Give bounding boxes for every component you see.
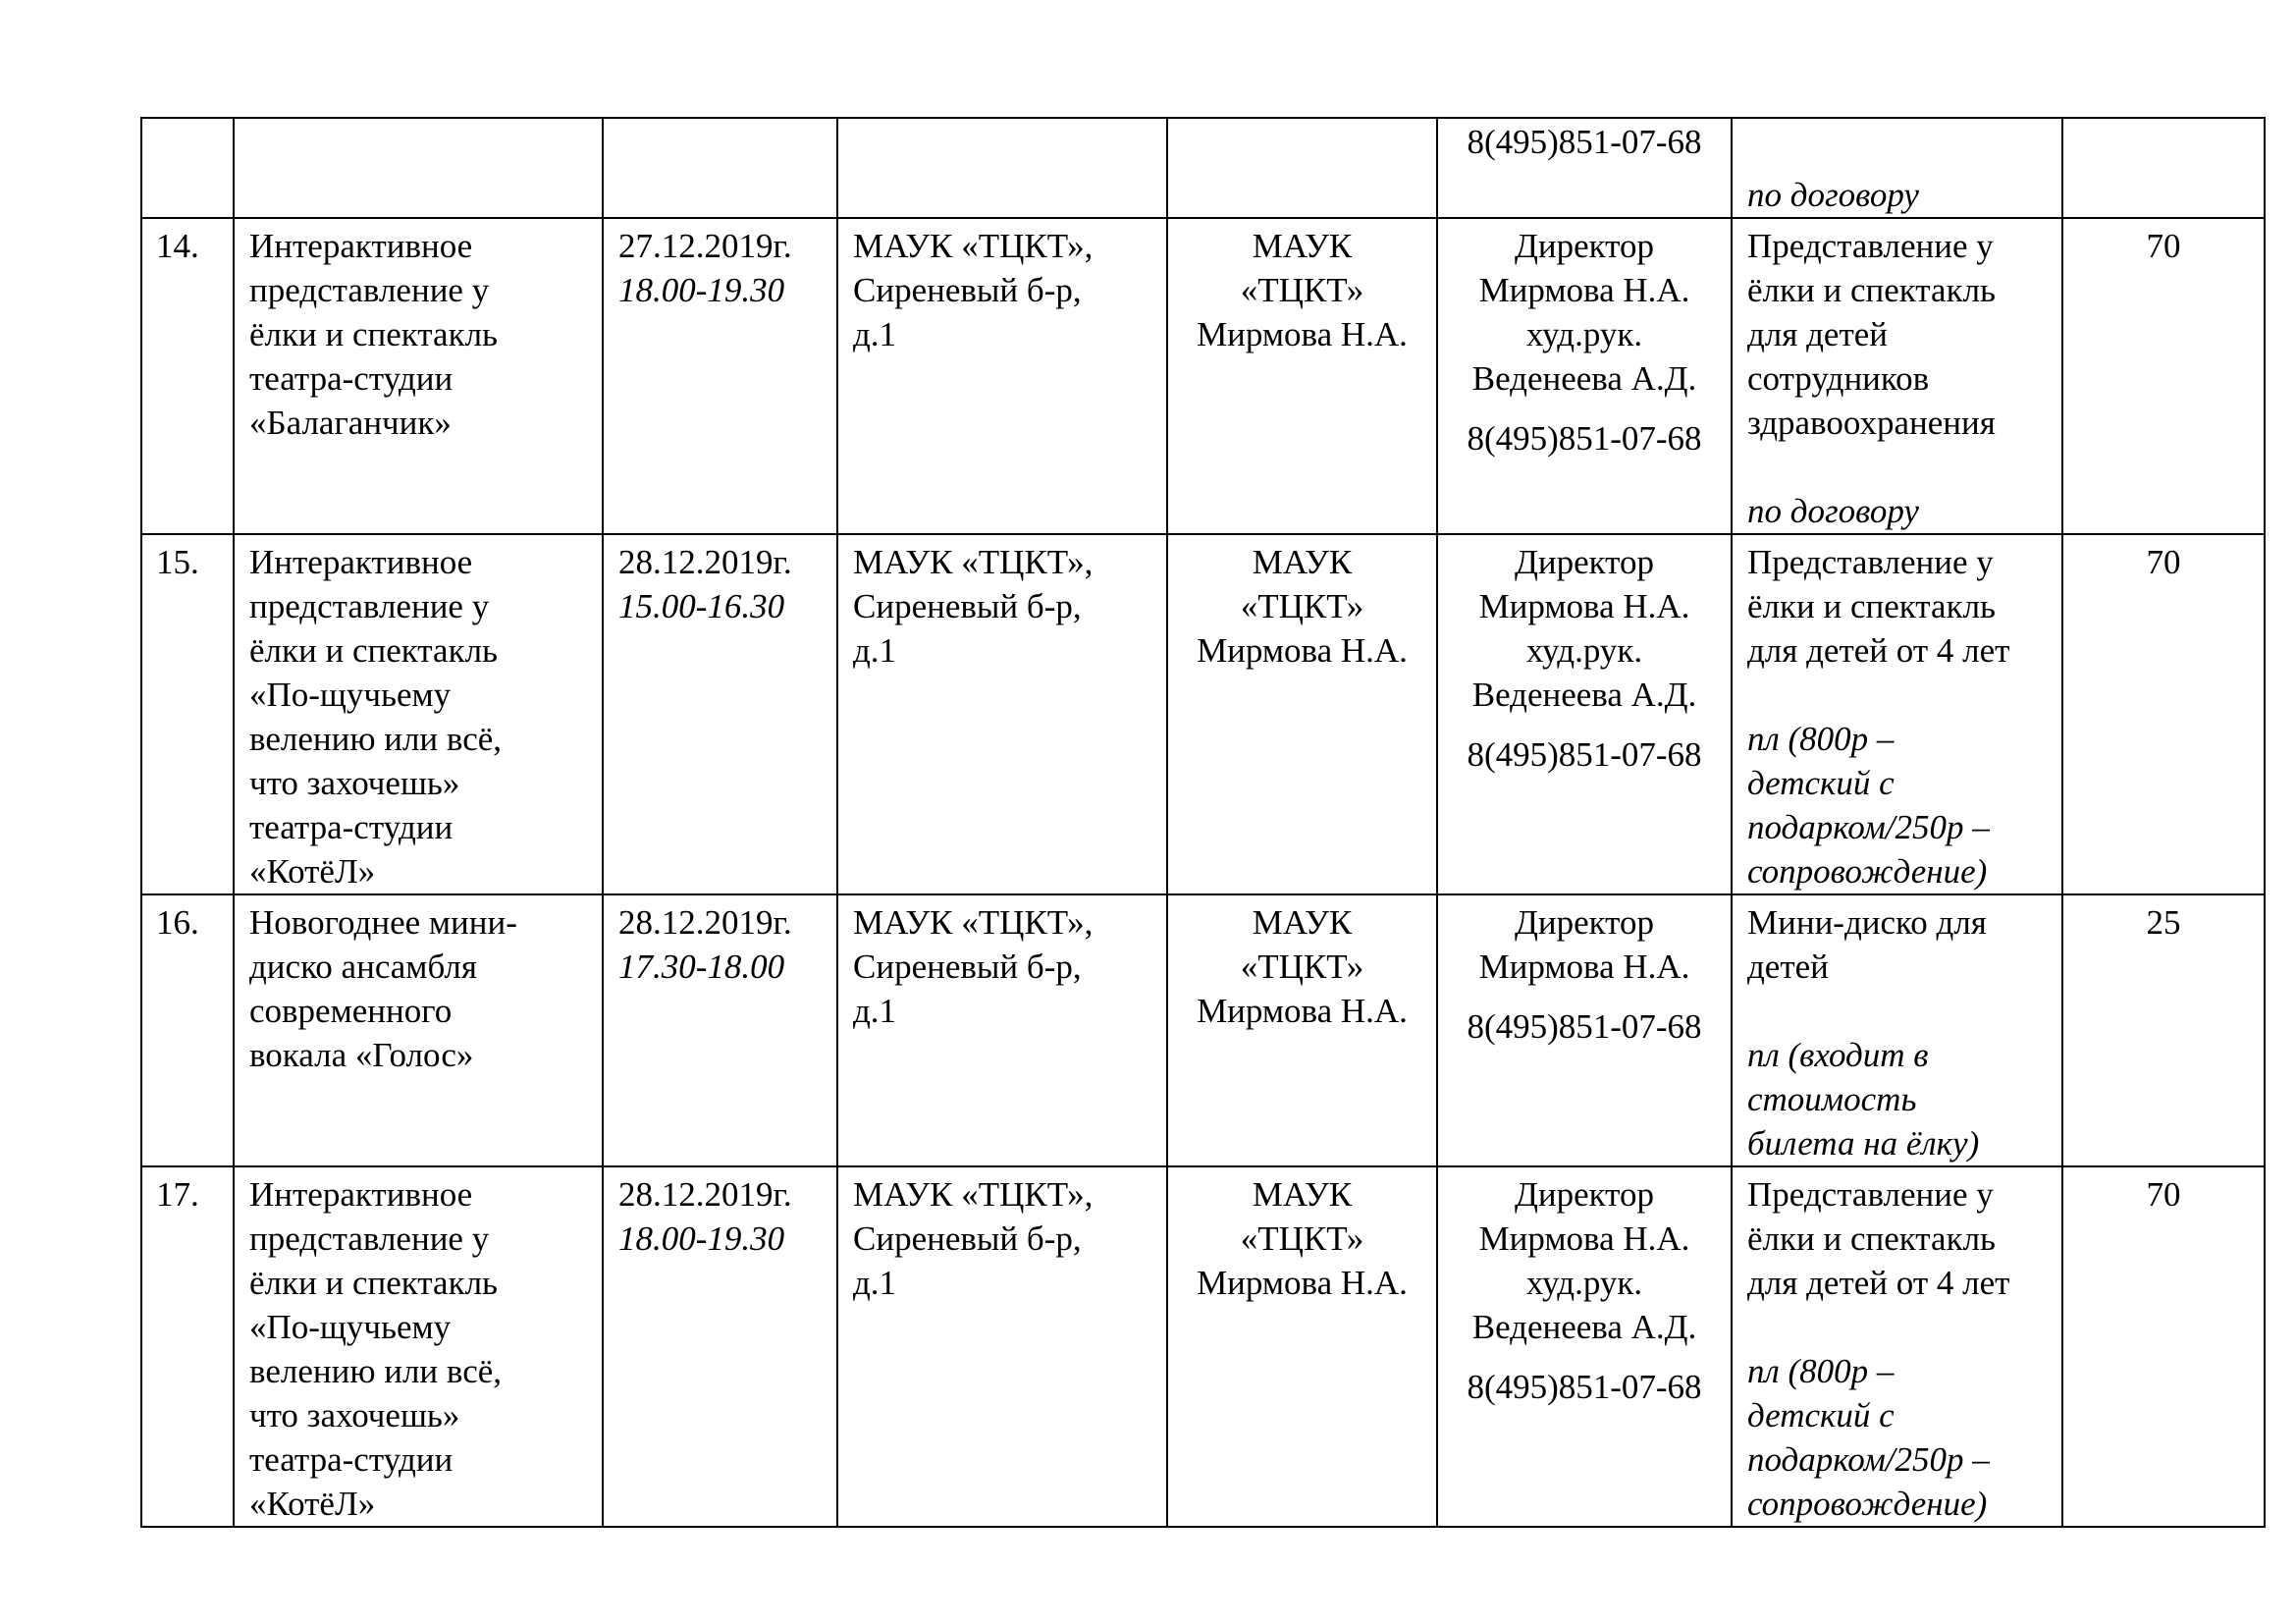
payment-terms-line: детский с [1747,764,1895,802]
cell-responsible [1437,118,1732,218]
cell-responsible-line: худ.рук. [1525,631,1643,670]
cell-title-line: «Балаганчик» [249,404,452,442]
participant-count: 70 [2146,227,2181,265]
cell-count [2062,894,2265,1166]
cell-title [234,1166,603,1527]
cell-organizer-line: «ТЦКТ» [1240,1219,1364,1258]
cell-description-line: здравоохранения [1747,404,1996,442]
cell-place [837,534,1167,894]
cell-title-line: велению или всё, [249,1352,503,1390]
cell-responsible-line: Мирмова Н.А. [1478,271,1690,309]
cell-organizer-line: МАУК [1252,1175,1353,1214]
event-time: 18.00-19.30 [618,1219,785,1258]
cell-place-line: Сиреневый б-р, [853,271,1082,309]
cell-title-line: что захочешь» [249,1396,460,1435]
row-number: 16. [156,903,199,942]
cell-title [234,534,603,894]
cell-date [603,118,837,218]
cell-description-line: для детей [1747,315,1889,353]
cell-place-line: МАУК «ТЦКТ», [853,1175,1094,1214]
cell-place-line: д.1 [853,315,897,353]
cell-title-line: представление у [249,271,490,309]
cell-count [2062,1166,2265,1527]
cell-date [603,534,837,894]
cell-title [234,118,603,218]
cell-title [234,218,603,534]
cell-description-line: сотрудников [1747,359,1930,398]
cell-place [837,218,1167,534]
cell-organizer [1167,894,1437,1166]
cell-place-line: д.1 [853,631,897,670]
cell-description-line: Мини-диско для [1747,903,1987,942]
phone-number: 8(495)851-07-68 [1467,1007,1702,1046]
cell-description-line: ёлки и спектакль [1747,1219,1996,1258]
cell-responsible-line: Мирмова Н.А. [1478,1219,1690,1258]
cell-organizer-line: Мирмова Н.А. [1197,315,1408,353]
cell-description-line: Представление у [1747,543,1994,581]
table-row-continued [141,118,2265,218]
cell-place-line: МАУК «ТЦКТ», [853,227,1094,265]
cell-organizer-line: МАУК [1252,543,1353,581]
cell-date [603,218,837,534]
event-date: 28.12.2019г. [618,903,792,942]
cell-count [2062,534,2265,894]
cell-organizer-line: МАУК [1252,227,1353,265]
cell-description [1732,894,2062,1166]
participant-count: 25 [2146,903,2181,942]
cell-place [837,1166,1167,1527]
cell-description-line: ёлки и спектакль [1747,587,1996,625]
cell-responsible [1437,218,1732,534]
event-date: 27.12.2019г. [618,227,792,265]
row-number: 15. [156,543,199,581]
cell-title-line: вокала «Голос» [249,1036,474,1074]
payment-terms-line: подарком/250р – [1747,808,1990,846]
cell-title-line: «КотёЛ» [249,852,376,891]
cell-title-line: театра-студии [249,808,454,846]
phone-number: 8(495)851-07-68 [1467,419,1702,458]
cell-responsible [1437,1166,1732,1527]
cell-description-line: ёлки и спектакль [1747,271,1996,309]
cell-description-line: для детей от 4 лет [1747,631,2010,670]
table-row [141,894,2265,1166]
event-date: 28.12.2019г. [618,543,792,581]
cell-place [837,118,1167,218]
cell-responsible-line: Мирмова Н.А. [1478,587,1690,625]
cell-responsible-line: Директор [1514,543,1655,581]
cell-organizer [1167,218,1437,534]
cell-number [141,1166,234,1527]
payment-terms-line: пл (800р – [1747,720,1895,758]
row-number: 14. [156,227,199,265]
cell-title-line: Интерактивное [249,543,473,581]
cell-number [141,118,234,218]
cell-organizer-line: Мирмова Н.А. [1197,1264,1408,1302]
cell-title-line: Новогоднее мини- [249,903,517,942]
cell-count [2062,218,2265,534]
payment-terms-line: стоимость [1747,1080,1917,1118]
event-time: 18.00-19.30 [618,271,785,309]
participant-count: 70 [2146,543,2181,581]
cell-place-line: Сиреневый б-р, [853,1219,1082,1258]
cell-organizer [1167,1166,1437,1527]
cell-title-line: представление у [249,1219,490,1258]
events-schedule-table [140,117,2266,1528]
participant-count: 70 [2146,1175,2181,1214]
cell-organizer [1167,534,1437,894]
cell-responsible-line: худ.рук. [1525,1264,1643,1302]
event-time: 17.30-18.00 [618,947,785,986]
cell-description [1732,218,2062,534]
cell-description-line: для детей от 4 лет [1747,1264,2010,1302]
cell-responsible [1437,894,1732,1166]
cell-responsible-line: Директор [1514,227,1655,265]
cell-title-line: «По-щучьему [249,676,452,714]
cell-place-line: Сиреневый б-р, [853,587,1082,625]
cell-organizer-line: МАУК [1252,903,1353,942]
table-row [141,1166,2265,1527]
cell-description-line: детей [1747,947,1829,986]
cell-organizer-line: Мирмова Н.А. [1197,631,1408,670]
cell-title-line: современного [249,992,453,1030]
cell-responsible-line: Мирмова Н.А. [1478,947,1690,986]
cell-number [141,894,234,1166]
cell-title-line: ёлки и спектакль [249,1264,498,1302]
row-number: 17. [156,1175,199,1214]
cell-title-line: «КотёЛ» [249,1485,376,1523]
payment-terms-line: сопровождение) [1747,852,1988,891]
cell-place-line: д.1 [853,992,897,1030]
cell-organizer-line: «ТЦКТ» [1240,587,1364,625]
cell-title-line: театра-студии [249,1440,454,1479]
payment-terms: по договору [1747,176,1919,214]
phone-number: 8(495)851-07-68 [1467,1368,1702,1406]
cell-date [603,894,837,1166]
cell-title-line: что захочешь» [249,764,460,802]
cell-date [603,1166,837,1527]
cell-description [1732,1166,2062,1527]
cell-responsible-line: Веденеева А.Д. [1471,1308,1697,1346]
phone-number: 8(495)851-07-68 [1467,123,1702,161]
cell-place [837,894,1167,1166]
cell-title-line: театра-студии [249,359,454,398]
cell-number [141,534,234,894]
cell-place-line: МАУК «ТЦКТ», [853,543,1094,581]
cell-description [1732,118,2062,218]
cell-description-line: Представление у [1747,1175,1994,1214]
cell-title-line: велению или всё, [249,720,503,758]
cell-responsible-line: Директор [1514,903,1655,942]
phone-number: 8(495)851-07-68 [1467,735,1702,774]
payment-terms-line: детский с [1747,1396,1895,1435]
payment-terms-line: пл (входит в [1747,1036,1929,1074]
cell-number [141,218,234,534]
cell-title-line: «По-щучьему [249,1308,452,1346]
cell-title-line: ёлки и спектакль [249,315,498,353]
cell-responsible-line: Директор [1514,1175,1655,1214]
cell-organizer-line: «ТЦКТ» [1240,271,1364,309]
cell-title-line: ёлки и спектакль [249,631,498,670]
cell-organizer-line: «ТЦКТ» [1240,947,1364,986]
cell-responsible-line: Веденеева А.Д. [1471,359,1697,398]
cell-organizer-line: Мирмова Н.А. [1197,992,1408,1030]
payment-terms-line: по договору [1747,492,1919,530]
cell-organizer [1167,118,1437,218]
event-time: 15.00-16.30 [618,587,785,625]
cell-responsible-line: худ.рук. [1525,315,1643,353]
cell-place-line: МАУК «ТЦКТ», [853,903,1094,942]
table-row [141,534,2265,894]
table-row [141,218,2265,534]
payment-terms-line: подарком/250р – [1747,1440,1990,1479]
cell-responsible [1437,534,1732,894]
cell-description [1732,534,2062,894]
cell-title-line: Интерактивное [249,227,473,265]
payment-terms-line: сопровождение) [1747,1485,1988,1523]
payment-terms-line: билета на ёлку) [1747,1124,1980,1163]
cell-place-line: Сиреневый б-р, [853,947,1082,986]
payment-terms-line: пл (800р – [1747,1352,1895,1390]
cell-count [2062,118,2265,218]
event-date: 28.12.2019г. [618,1175,792,1214]
cell-place-line: д.1 [853,1264,897,1302]
cell-title-line: диско ансамбля [249,947,477,986]
cell-description-line: Представление у [1747,227,1994,265]
cell-responsible-line: Веденеева А.Д. [1471,676,1697,714]
cell-title [234,894,603,1166]
cell-title-line: представление у [249,587,490,625]
cell-title-line: Интерактивное [249,1175,473,1214]
